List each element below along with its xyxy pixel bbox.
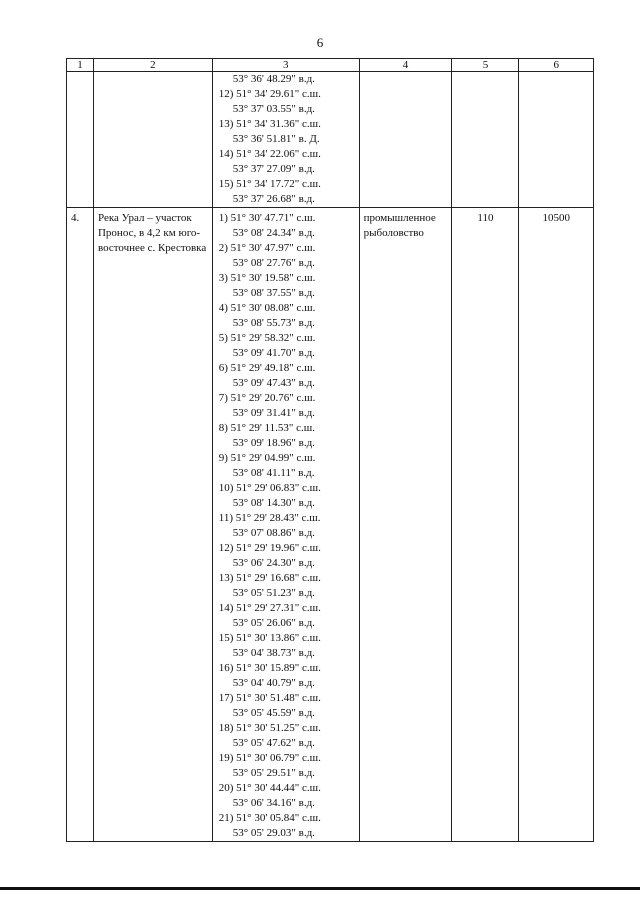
longitude-line: 53° 05' 45.59" в.д. bbox=[232, 707, 315, 719]
longitude-line: 53° 04' 40.79" в.д. bbox=[232, 677, 315, 689]
latitude-line: 7) 51° 29' 20.76" с.ш. bbox=[218, 392, 316, 404]
col5-cell bbox=[452, 208, 519, 842]
longitude-line: 53° 08' 55.73" в.д. bbox=[232, 317, 315, 329]
latitude-line: 16) 51° 30' 15.89" с.ш. bbox=[218, 662, 321, 674]
longitude-line: 53° 06' 34.16" в.д. bbox=[232, 797, 315, 809]
col6-value: 10500 bbox=[542, 212, 570, 224]
longitude-line: 53° 04' 38.73" в.д. bbox=[232, 647, 315, 659]
longitude-line: 53° 05' 51.23" в.д. bbox=[232, 587, 315, 599]
latitude-line: 14) 51° 29' 27.31" с.ш. bbox=[218, 602, 321, 614]
fishing-sites-table bbox=[66, 58, 594, 842]
latitude-line: 1) 51° 30' 47.71" с.ш. bbox=[218, 212, 316, 224]
longitude-line: 53° 08' 41.11" в.д. bbox=[232, 467, 315, 479]
latitude-line: 19) 51° 30' 06.79" с.ш. bbox=[218, 752, 321, 764]
continued-purpose-cell bbox=[359, 72, 452, 208]
site-name: Река Урал – участок Пронос, в 4,2 км юго-восточнее с. Крестовка bbox=[97, 212, 207, 254]
latitude-line: 5) 51° 29' 58.32" с.ш. bbox=[218, 332, 316, 344]
latitude-line: 10) 51° 29' 06.83" с.ш. bbox=[218, 482, 321, 494]
table-row-continued bbox=[67, 72, 594, 208]
longitude-line: 53° 37' 03.55" в.д. bbox=[232, 103, 315, 115]
longitude-line: 53° 05' 29.03" в.д. bbox=[232, 827, 315, 839]
row-number-cell bbox=[67, 208, 94, 842]
continued-number-cell bbox=[67, 72, 94, 208]
longitude-line: 53° 36' 51.81" в. Д. bbox=[232, 133, 320, 145]
continued-name-cell bbox=[93, 72, 212, 208]
longitude-line: 53° 37' 27.09" в.д. bbox=[232, 163, 315, 175]
header-col-4: 4 bbox=[359, 59, 452, 72]
purpose-cell bbox=[359, 208, 452, 842]
latitude-line: 20) 51° 30' 44.44" с.ш. bbox=[218, 782, 321, 794]
longitude-line: 53° 09' 18.96" в.д. bbox=[232, 437, 315, 449]
longitude-line: 53° 09' 31.41" в.д. bbox=[232, 407, 315, 419]
longitude-line: 53° 05' 26.06" в.д. bbox=[232, 617, 315, 629]
header-col-1: 1 bbox=[67, 59, 94, 72]
latitude-line: 15) 51° 30' 13.86" с.ш. bbox=[218, 632, 321, 644]
latitude-line: 6) 51° 29' 49.18" с.ш. bbox=[218, 362, 316, 374]
latitude-line: 12) 51° 34' 29.61" с.ш. bbox=[218, 88, 321, 100]
table-header-row bbox=[67, 59, 594, 72]
header-col-5: 5 bbox=[452, 59, 519, 72]
longitude-line: 53° 37' 26.68" в.д. bbox=[232, 193, 315, 205]
longitude-line: 53° 05' 47.62" в.д. bbox=[232, 737, 315, 749]
coordinate-list bbox=[213, 208, 359, 841]
longitude-line: 53° 08' 27.76" в.д. bbox=[232, 257, 315, 269]
latitude-line: 21) 51° 30' 05.84" с.ш. bbox=[218, 812, 321, 824]
latitude-line: 13) 51° 34' 31.36" с.ш. bbox=[218, 118, 321, 130]
longitude-line: 53° 08' 37.55" в.д. bbox=[232, 287, 315, 299]
col6-cell bbox=[519, 208, 594, 842]
latitude-line: 17) 51° 30' 51.48" с.ш. bbox=[218, 692, 321, 704]
latitude-line: 11) 51° 29' 28.43" с.ш. bbox=[218, 512, 321, 524]
header-col-6: 6 bbox=[519, 59, 594, 72]
purpose: промышленное рыболовство bbox=[363, 212, 436, 239]
header-col-2: 2 bbox=[93, 59, 212, 72]
latitude-line: 4) 51° 30' 08.08" с.ш. bbox=[218, 302, 316, 314]
latitude-line: 8) 51° 29' 11.53" с.ш. bbox=[218, 422, 315, 434]
latitude-line: 9) 51° 29' 04.99" с.ш. bbox=[218, 452, 316, 464]
table-row-4 bbox=[67, 208, 594, 842]
latitude-line: 12) 51° 29' 19.96" с.ш. bbox=[218, 542, 321, 554]
page-number: 6 bbox=[316, 35, 324, 50]
col5-value: 110 bbox=[477, 212, 494, 224]
longitude-line: 53° 05' 29.51" в.д. bbox=[232, 767, 315, 779]
longitude-line: 53° 09' 41.70" в.д. bbox=[232, 347, 315, 359]
bottom-rule bbox=[0, 887, 640, 890]
continued-col5-cell bbox=[452, 72, 519, 208]
header-col-3: 3 bbox=[212, 59, 359, 72]
site-name-cell bbox=[93, 208, 212, 842]
longitude-line: 53° 36' 48.29" в.д. bbox=[232, 73, 315, 85]
latitude-line: 3) 51° 30' 19.58" с.ш. bbox=[218, 272, 316, 284]
longitude-line: 53° 07' 08.86" в.д. bbox=[232, 527, 315, 539]
longitude-line: 53° 08' 14.30" в.д. bbox=[232, 497, 315, 509]
coordinate-list bbox=[213, 72, 359, 207]
longitude-line: 53° 06' 24.30" в.д. bbox=[232, 557, 315, 569]
latitude-line: 14) 51° 34' 22.06" с.ш. bbox=[218, 148, 321, 160]
longitude-line: 53° 08' 24.34" в.д. bbox=[232, 227, 315, 239]
latitude-line: 13) 51° 29' 16.68" с.ш. bbox=[218, 572, 321, 584]
latitude-line: 2) 51° 30' 47.97" с.ш. bbox=[218, 242, 316, 254]
continued-coords-cell bbox=[212, 72, 359, 208]
longitude-line: 53° 09' 47.43" в.д. bbox=[232, 377, 315, 389]
latitude-line: 15) 51° 34' 17.72" с.ш. bbox=[218, 178, 321, 190]
row4-coords-cell bbox=[212, 208, 359, 842]
continued-col6-cell bbox=[519, 72, 594, 208]
latitude-line: 18) 51° 30' 51.25" с.ш. bbox=[218, 722, 321, 734]
row-number: 4. bbox=[71, 212, 80, 224]
